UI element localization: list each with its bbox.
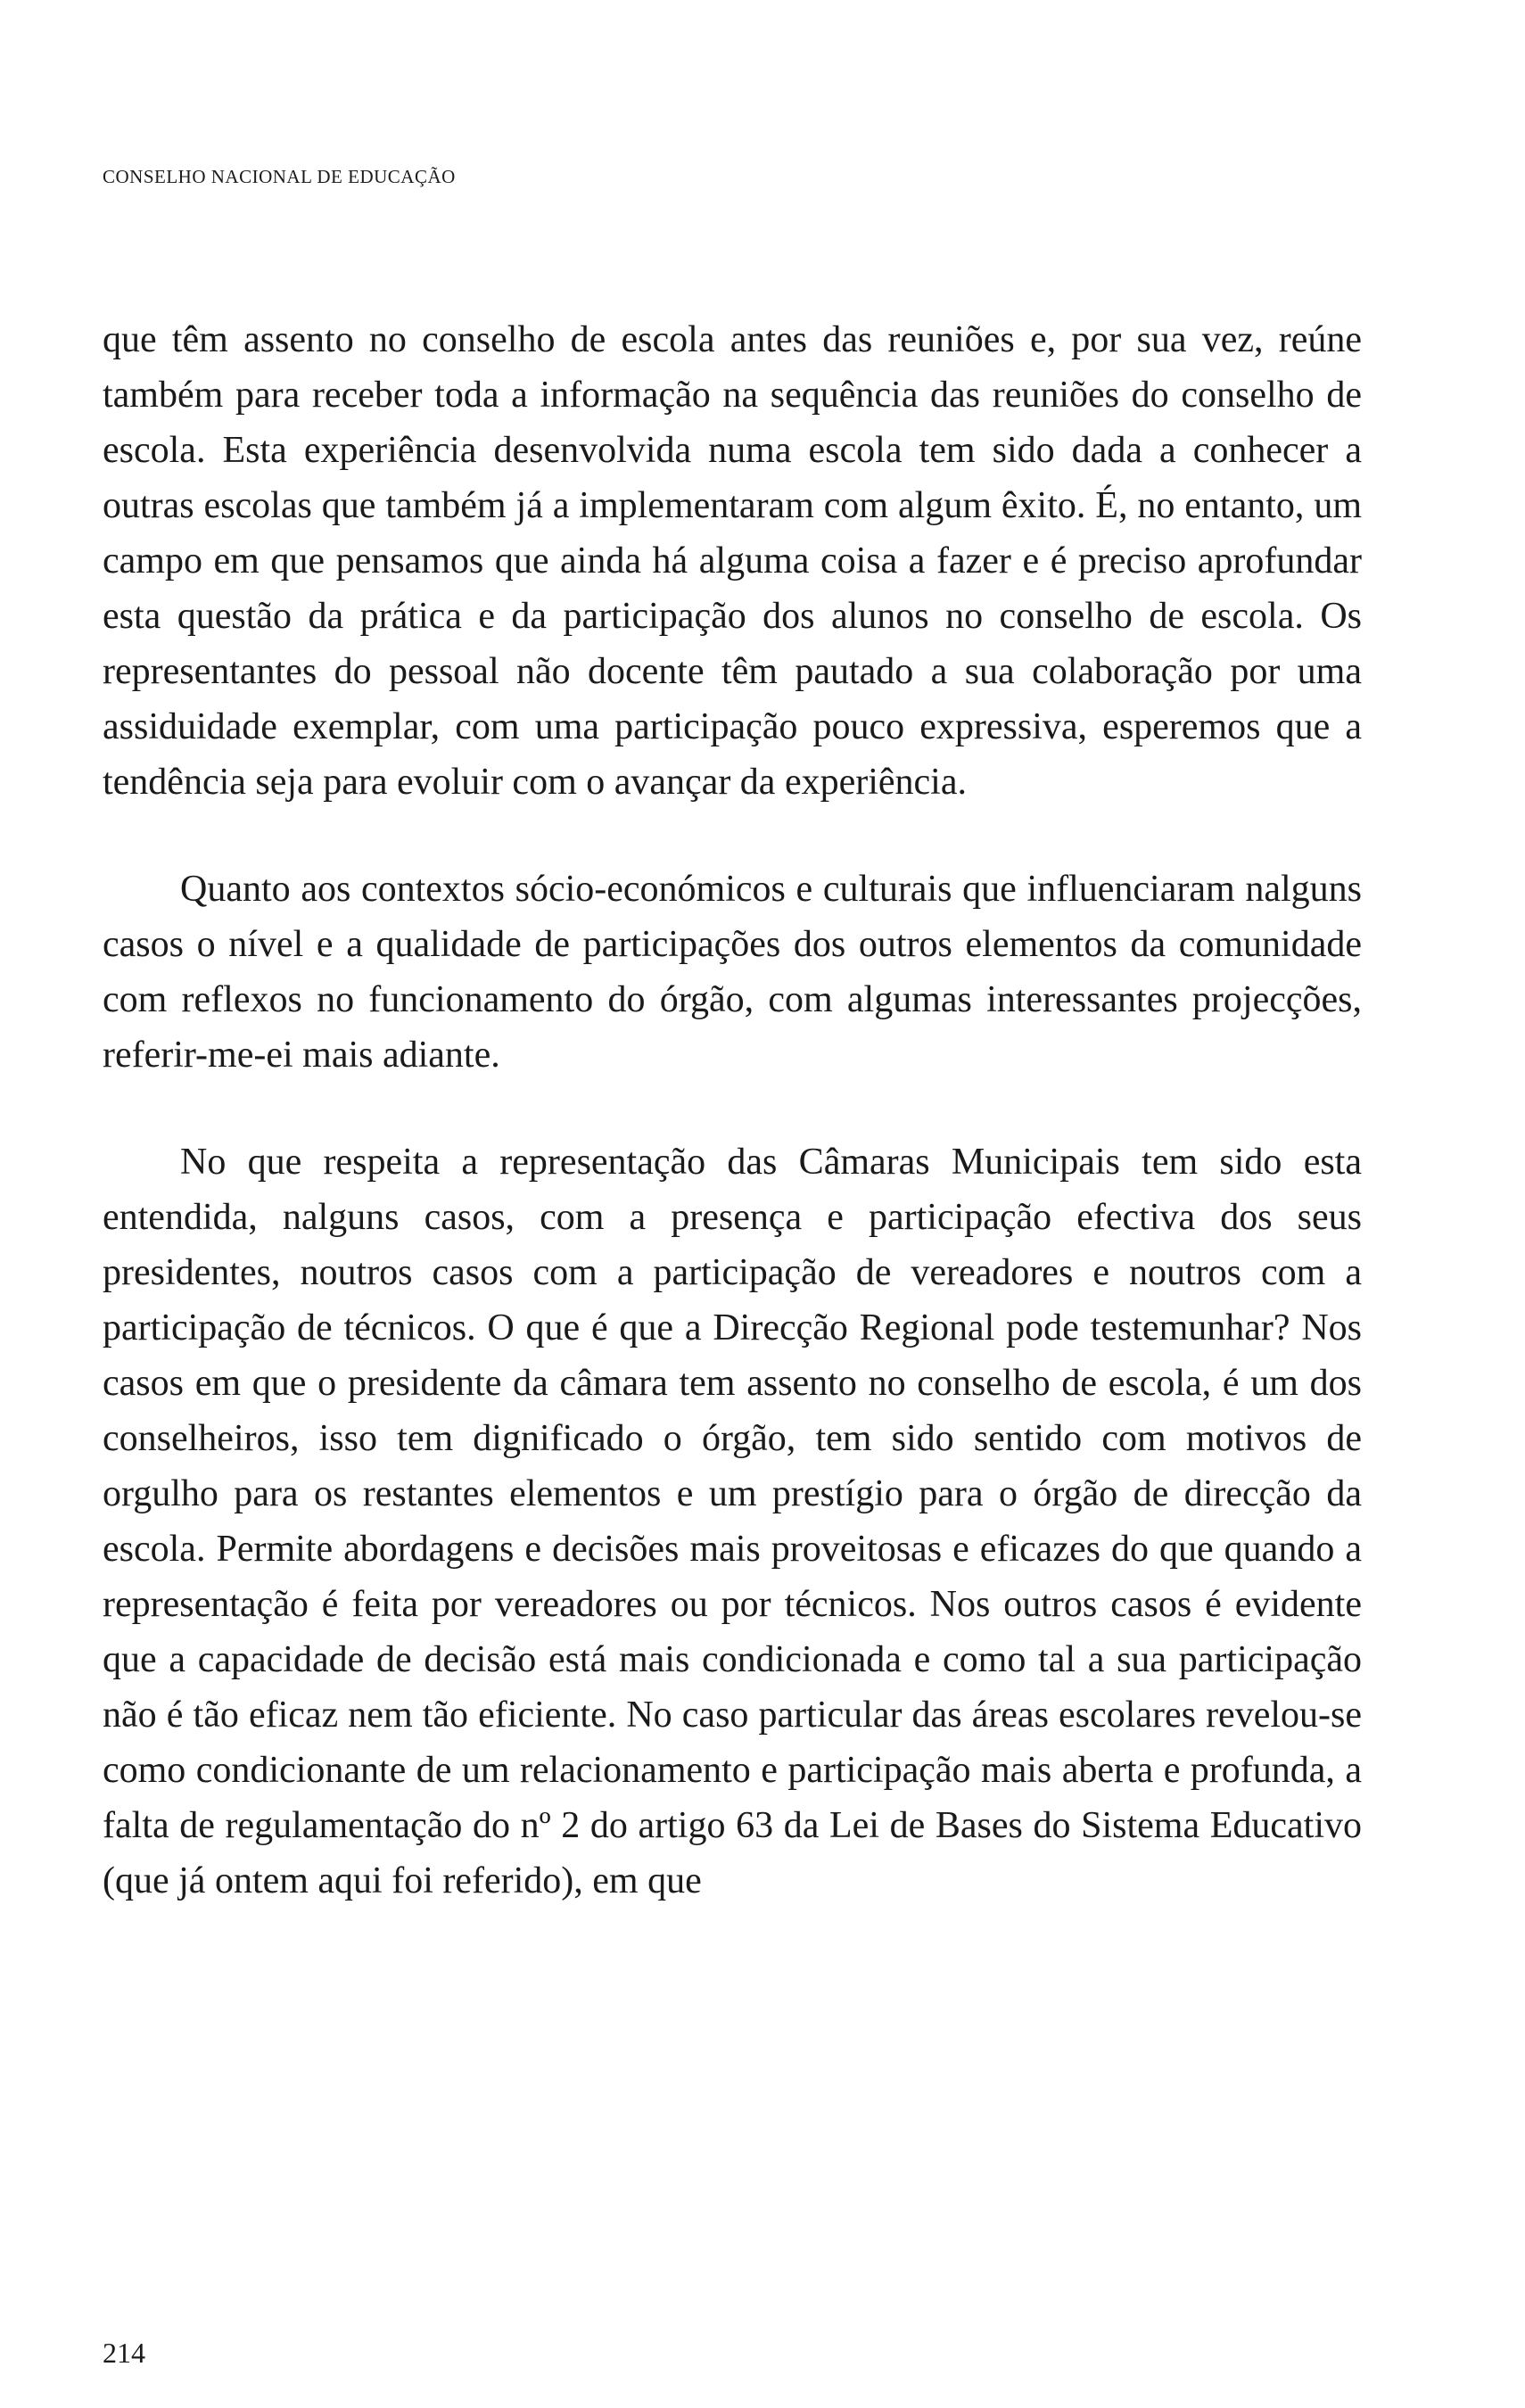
paragraph-2: Quanto aos contextos sócio-económicos e culturais que influenciaram nalguns casos o nível e a qualidade de participações dos outros elementos da comunidade com reflexos no funcionamento do órgão, com algumas interessantes projecções, referir-me-ei mais adiante. — [103, 869, 1362, 1076]
running-header: CONSELHO NACIONAL DE EDUCAÇÃO — [103, 166, 456, 187]
body-text — [103, 312, 1362, 1960]
paragraph-1: que têm assento no conselho de escola antes das reuniões e, por sua vez, reúne também para receber toda a informação na sequência das reuniões do conselho de escola. Esta experiência desenvolvida numa escola tem sido dada a conhecer a outras escolas que também já a implementaram com algum êxito. É, no entanto, um campo em que pensamos que ainda há alguma coisa a fazer e é preciso aprofundar esta questão da prática e da participação dos alunos no conselho de escola. Os representantes do pessoal não docente têm pautado a sua colaboração por uma assiduidade exemplar, com uma participação pouco expressiva, esperemos que a tendência seja para evoluir com o avançar da experiência. — [103, 319, 1362, 803]
paragraph-3: No que respeita a representação das Câmaras Municipais tem sido esta entendida, nalguns casos, com a presença e participação efectiva dos seus presidentes, noutros casos com a participação de vereadores e noutros com a participação de técnicos. O que é que a Direcção Regional pode testemunhar? Nos casos em que o presidente da câmara tem assento no conselho de escola, é um dos conselheiros, isso tem dignificado o órgão, tem sido sentido com motivos de orgulho para os restantes elementos e um prestígio para o órgão de direcção da escola. Permite abordagens e decisões mais proveitosas e eficazes do que quando a representação é feita por vereadores ou por técnicos. Nos outros casos é evidente que a capacidade de decisão está mais condicionada e como tal a sua participação não é tão eficaz nem tão eficiente. No caso particular das áreas escolares revelou-se como condicionante de um relacionamento e participação mais aberta e profunda, a falta de regulamentação do nº 2 do artigo 63 da Lei de Bases do Sistema Educativo (que já ontem aqui foi referido), em que — [103, 1142, 1362, 1901]
page-number: 214 — [103, 2337, 145, 2369]
